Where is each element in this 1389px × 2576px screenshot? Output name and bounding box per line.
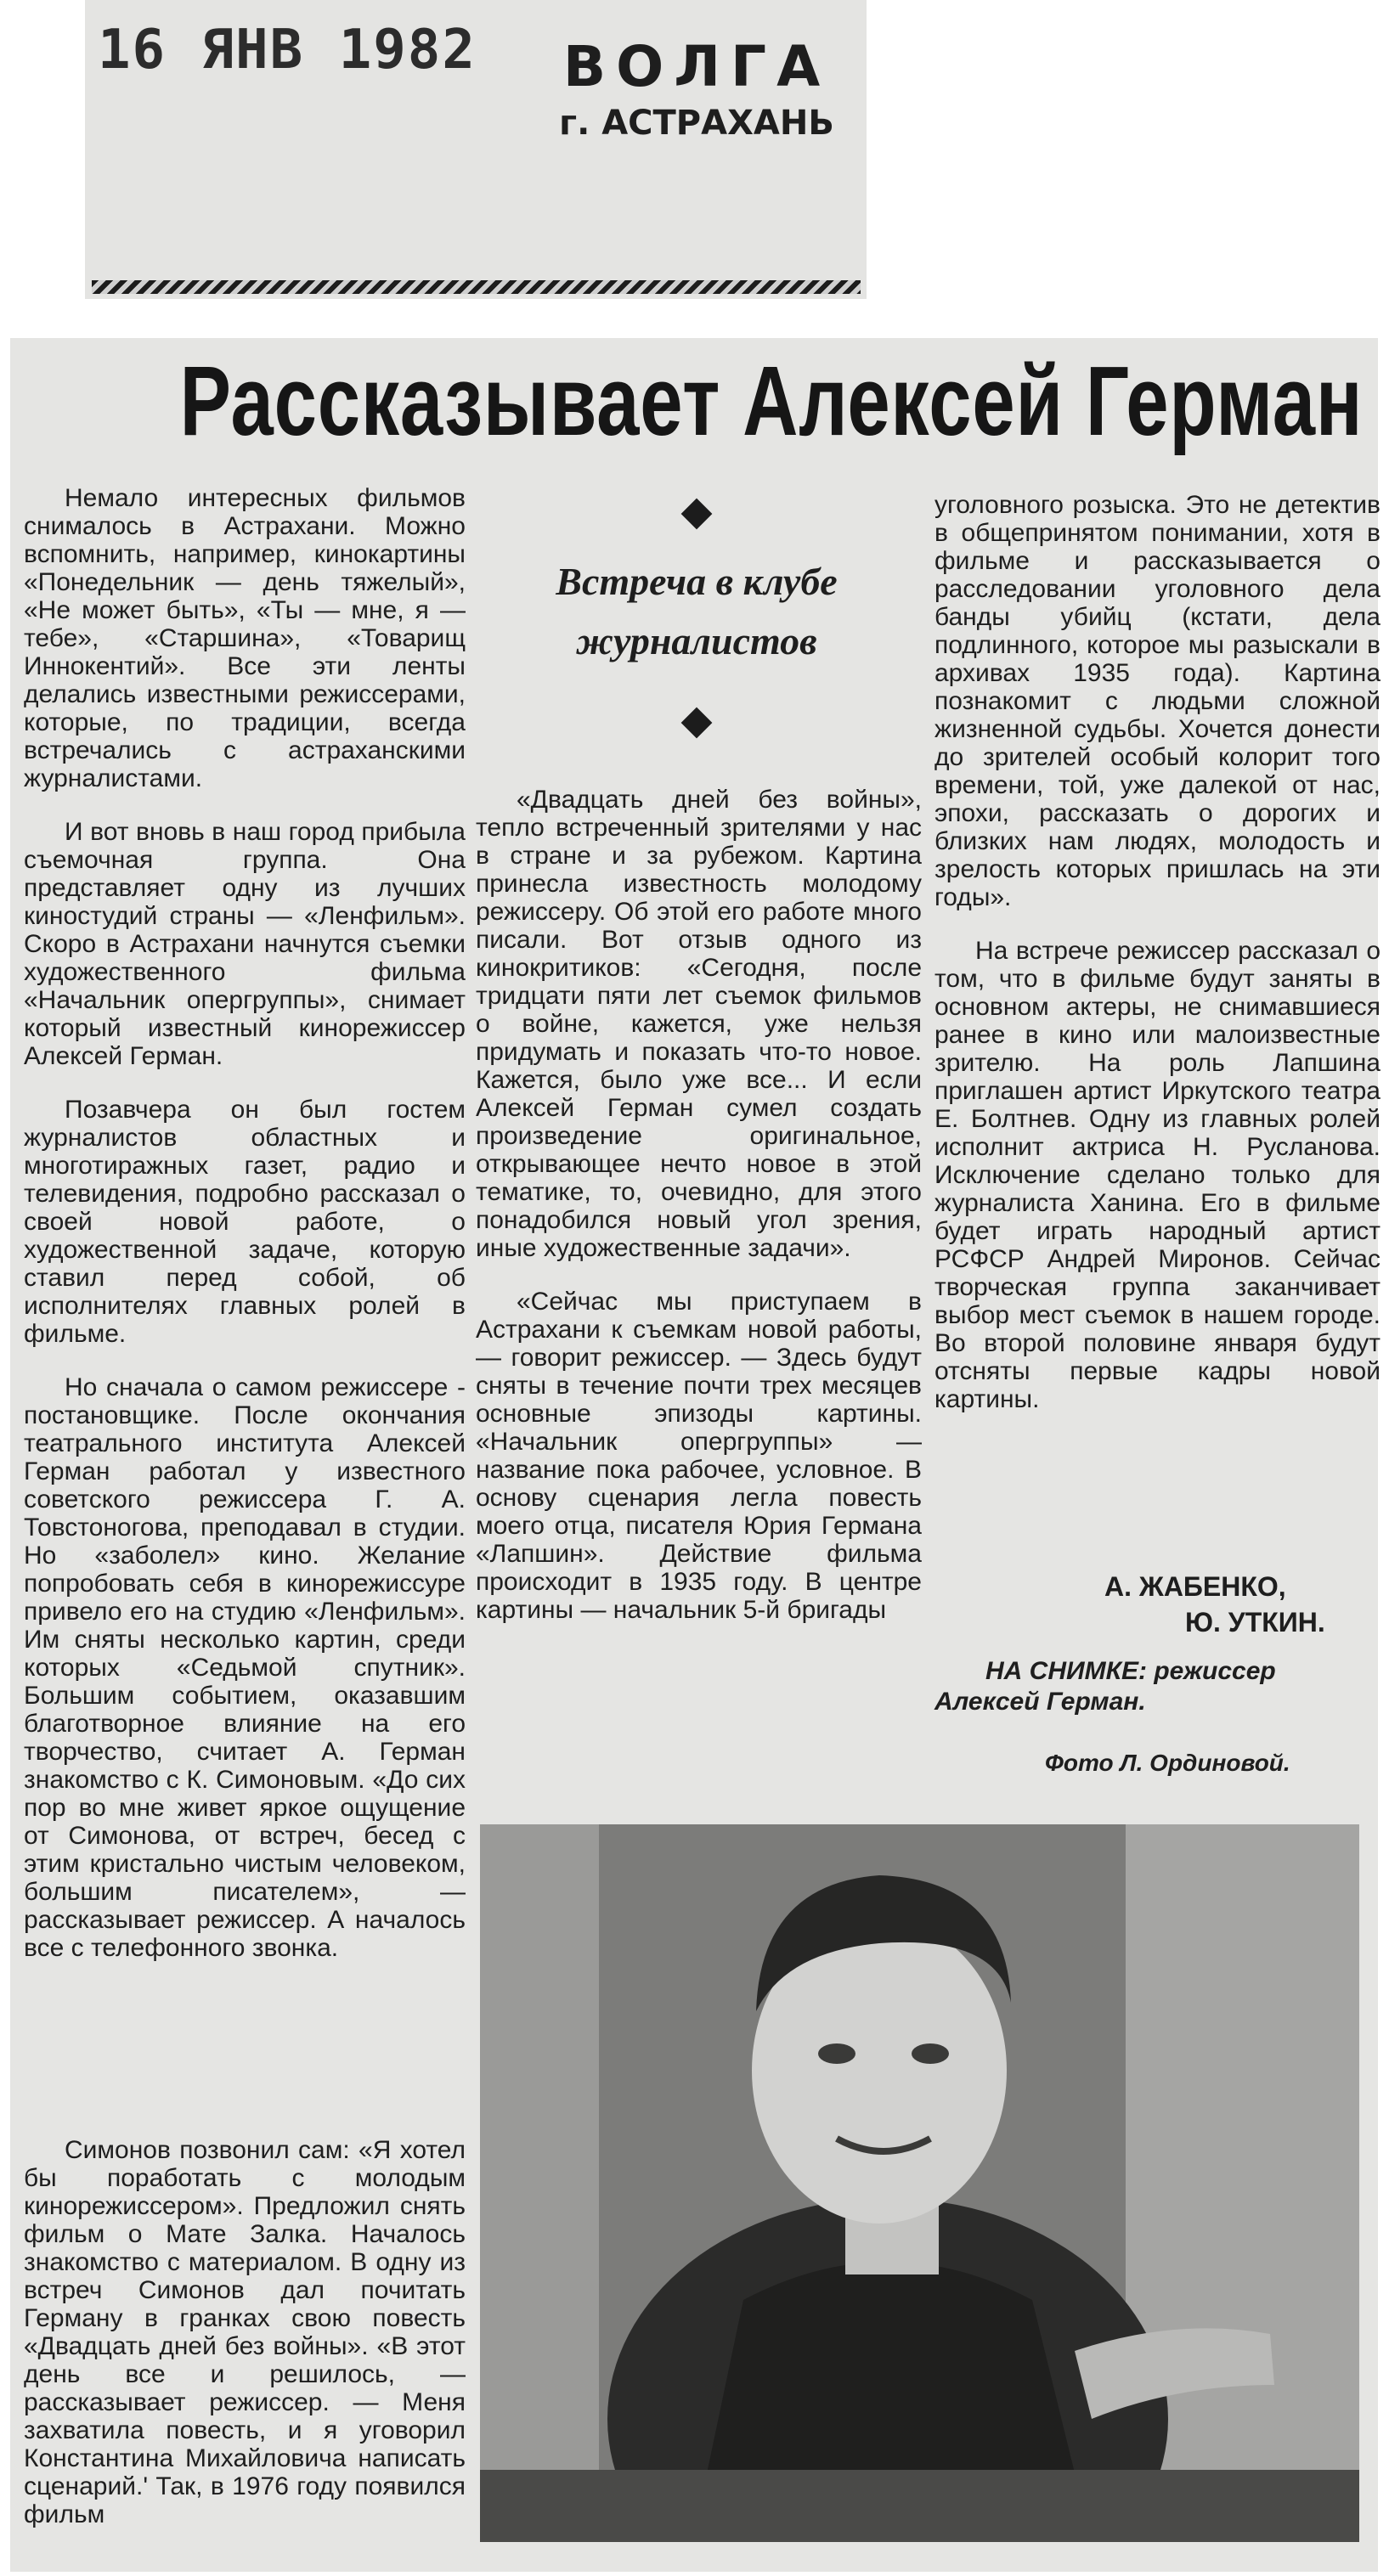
paragraph: уголовного розыска. Это не детектив в общепринятом понимании, хотя в фильме и рассказывается о расследовании уголовного дела банды убийц (кстати, дела подлинного, которое мы разыскали в архивах 1935 года). Картина познакомит с людьми сложной жизненной судьбы. Хочется донести до зрителей особый колорит того времени, той, уже далекой от нас, эпохи, рассказать о дорогих и близких нам людях, молодость и зрелость которых пришлась на эти годы». <box>934 491 1381 911</box>
photo-caption: НА СНИМКЕ: режиссер Алексей Герман. <box>934 1657 1276 1716</box>
article-column-1 <box>24 484 466 1987</box>
paragraph: «Двадцать дней без войны», тепло встреченный зрителями у нас в стране и за рубежом. Картина принесла известность молодому режиссеру. Об этой его работе много писали. Вот отзыв одного из кинокритиков: «Сегодня, после тридцати пяти лет съемок фильмов о войне, кажется, уже нельзя придумать и показать что-то новое. Кажется, было уже все... И если Алексей Герман сумел создать произведение оригинальное, открывающее нечто новое в этой тематике, то, очевидно, для этого понадобился новый угол зрения, иные художественные задачи». <box>476 786 922 1262</box>
author-name: Ю. УТКИН. <box>1185 1607 1325 1637</box>
tear-strip <box>92 280 861 294</box>
paragraph: На встрече режиссер рассказал о том, что в фильме будут заняты в основном актеры, не снимавшиеся ранее в кино или малоизвестные зрителю. На роль Лапшина приглашен артист Иркутского театра Е. Болтнев. Одну из главных ролей исполнит актриса Н. Русланова. Исключение сделано только для журналиста Ханина. Его в фильме будет играть народный артист РСФСР Андрей Миронов. Сейчас творческая группа заканчивает выбор мест съемок в нашем городе. Во второй половине января будут отсняты первые кадры новой картины. <box>934 937 1381 1413</box>
author-name: А. ЖАБЕНКО, <box>1104 1571 1286 1602</box>
portrait-illustration <box>480 1824 1359 2542</box>
paragraph: И вот вновь в наш город прибыла съемочная группа. Она представляет одну из лучших киностудий страны — «Ленфильм». Скоро в Астрахани начнутся съемки художественного фильма «Начальник опергруппы», снимает который известный кинорежиссер Алексей Герман. <box>24 818 466 1070</box>
paragraph: Но сначала о самом режиссере - постановщике. После окончания театрального института Алексей Герман работал у известного советского режиссера Г. А. Товстоногова, преподавал в студии. Но «заболел» кино. Желание попробовать себя в кинорежиссуре привело его на студию «Ленфильм». Им сняты несколько картин, среди которых «Седьмой спутник». Большим событием, оказавшим благотворное влияние на его творчество, считает А. Герман знакомство с К. Симоновым. «До сих пор во мне живет яркое ощущение от Симонова, от встреч, бесед с этим кристально чистым человеком, большим писателем», — рассказывает режиссер. А началось все с телефонного звонка. <box>24 1373 466 1962</box>
date-stamp: 16 ЯНВ 1982 <box>98 19 477 82</box>
newspaper-city: г. АСТРАХАНЬ <box>559 104 834 143</box>
article-subheadline: Встреча в клубе журналистов <box>556 560 838 662</box>
photo-credit: Фото Л. Ординовой. <box>1045 1750 1290 1776</box>
paragraph: Немало интересных фильмов снималось в Астрахани. Можно вспомнить, например, кинокартины «Понедельник — день тяжелый», «Не может быть», «Ты — мне, я — тебе», «Старшина», «Товарищ Иннокентий». Все эти ленты делались известными режиссерами, которые, по традиции, всегда встречались с астраханскими журналистами. <box>24 484 466 792</box>
paragraph: Симонов позвонил сам: «Я хотел бы поработать с молодым кинорежиссером». Предложил снять фильм о Мате Залка. Началось знакомство с материалом. В одну из встреч Симонов дал почитать Герману в гранках свою повесть «Двадцать дней без войны». «В этот день все и решилось, — рассказывает режиссер. — Меня захватила повесть, и я уговорил Константина Михайловича написать сценарий.' Так, в 1976 году появился фильм <box>24 2136 466 2528</box>
paragraph: Позавчера он был гостем журналистов областных и многотиражных газет, радио и телевидения, подробно рассказал о своей новой работе, о художественной задаче, которую ставил перед собой, об исполнителях главных ролей в фильме. <box>24 1096 466 1348</box>
portrait-photo <box>480 1824 1359 2542</box>
article-column-2 <box>476 786 922 1649</box>
article-column-3 <box>934 491 1381 1439</box>
paragraph: «Сейчас мы приступаем в Астрахани к съемкам новой работы, — говорит режиссер. — Здесь будут сняты в течение почти трех месяцев основные эпизоды картины. «Начальник опергруппы» — название пока рабочее, условное. В основу сценария легла повесть моего отца, писателя Юрия Германа «Лапшин». Действие фильма происходит в 1935 году. В центре картины — начальник 5-й бригады <box>476 1288 922 1624</box>
newspaper-name: ВОЛГА <box>562 34 831 99</box>
article-column-1-continued <box>24 2136 466 2554</box>
article-headline: Рассказывает Алексей Герман <box>179 346 1364 456</box>
